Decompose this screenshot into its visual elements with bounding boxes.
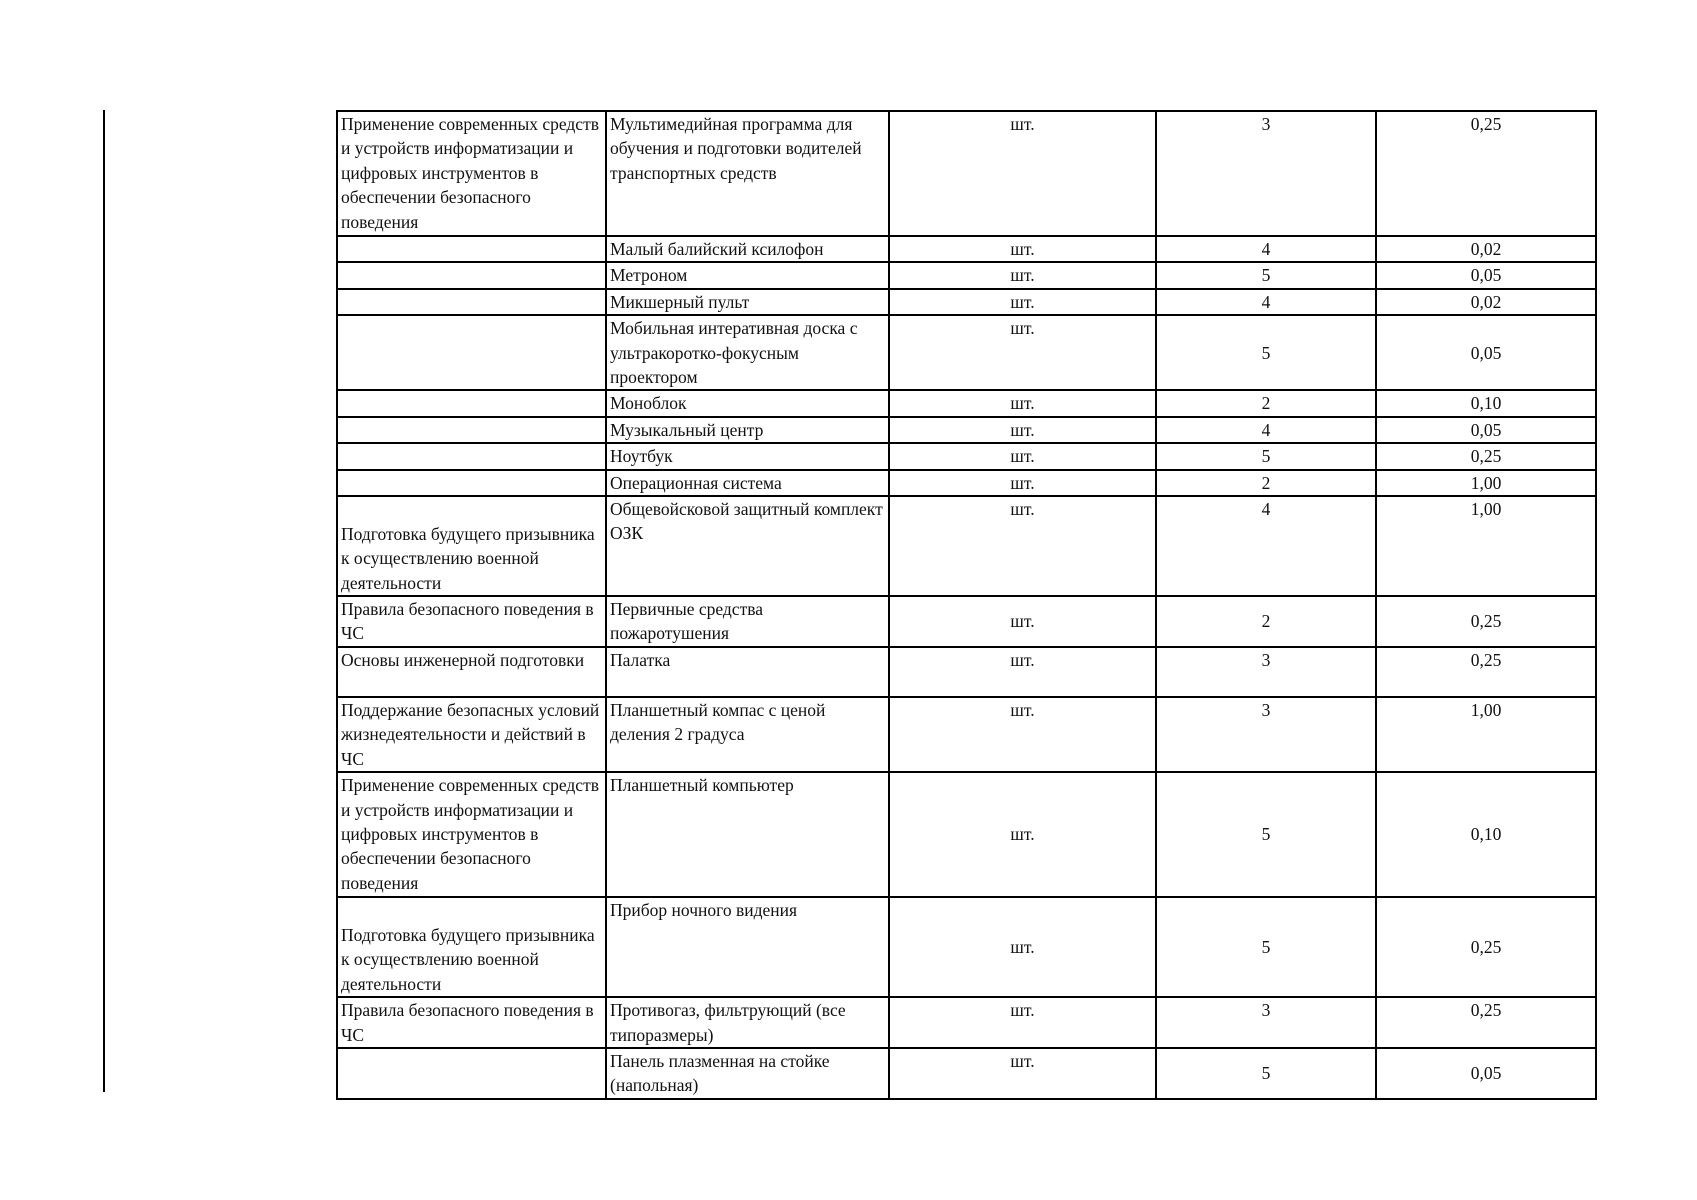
unit-cell: шт. [889, 897, 1156, 997]
item-cell: Малый балийский ксилофон [606, 236, 889, 262]
section-cell [337, 390, 606, 416]
item-cell: Панель плазменная на стойке (напольная) [606, 1048, 889, 1099]
unit-cell: шт. [889, 443, 1156, 469]
unit-cell: шт. [889, 772, 1156, 897]
table-row [337, 647, 1596, 697]
unit-cell: шт. [889, 496, 1156, 596]
coefficient-cell: 0,10 [1376, 390, 1596, 416]
unit-cell: шт. [889, 417, 1156, 443]
item-cell: Мультимедийная программа для обучения и подготовки водителей транспортных средств [606, 111, 889, 236]
quantity-cell: 5 [1156, 772, 1376, 897]
section-cell [337, 417, 606, 443]
item-cell: Общевойсковой защитный комплект ОЗК [606, 496, 889, 596]
coefficient-cell: 0,25 [1376, 596, 1596, 647]
coefficient-cell: 0,05 [1376, 262, 1596, 288]
table-row [337, 390, 1596, 416]
item-cell: Первичные средства пожаротушения [606, 596, 889, 647]
coefficient-cell: 1,00 [1376, 496, 1596, 596]
item-cell: Моноблок [606, 390, 889, 416]
unit-cell: шт. [889, 997, 1156, 1048]
coefficient-cell: 0,25 [1376, 647, 1596, 697]
table-row [337, 596, 1596, 647]
quantity-cell: 3 [1156, 647, 1376, 697]
quantity-cell: 4 [1156, 496, 1376, 596]
section-cell [337, 443, 606, 469]
item-cell: Ноутбук [606, 443, 889, 469]
unit-cell: шт. [889, 596, 1156, 647]
coefficient-cell: 0,25 [1376, 997, 1596, 1048]
table-row [337, 496, 1596, 596]
item-cell: Мобильная интеративная доска с ультракоротко-фокусным проектором [606, 315, 889, 390]
table-row [337, 1048, 1596, 1099]
quantity-cell: 4 [1156, 417, 1376, 443]
unit-cell: шт. [889, 470, 1156, 496]
section-cell [337, 236, 606, 262]
table-row [337, 417, 1596, 443]
coefficient-cell: 0,25 [1376, 443, 1596, 469]
section-cell: Правила безопасного поведения в ЧС [337, 596, 606, 647]
unit-cell: шт. [889, 262, 1156, 288]
table-row [337, 443, 1596, 469]
item-cell: Планшетный компьютер [606, 772, 889, 897]
table-row [337, 236, 1596, 262]
section-cell [337, 289, 606, 315]
section-cell: Поддержание безопасных условий жизнедеятельности и действий в ЧС [337, 697, 606, 772]
item-cell: Метроном [606, 262, 889, 288]
section-cell: Основы инженерной подготовки [337, 647, 606, 697]
quantity-cell: 2 [1156, 470, 1376, 496]
table-row [337, 111, 1596, 236]
coefficient-cell: 1,00 [1376, 697, 1596, 772]
quantity-cell: 5 [1156, 1048, 1376, 1099]
item-cell: Операционная система [606, 470, 889, 496]
table-row [337, 289, 1596, 315]
coefficient-cell: 0,05 [1376, 1048, 1596, 1099]
table-row [337, 315, 1596, 390]
quantity-cell: 3 [1156, 111, 1376, 236]
equipment-table [336, 110, 1597, 1100]
coefficient-cell: 0,25 [1376, 897, 1596, 997]
quantity-cell: 4 [1156, 236, 1376, 262]
left-margin-line [103, 110, 105, 1092]
unit-cell: шт. [889, 111, 1156, 236]
table-row [337, 470, 1596, 496]
item-cell: Прибор ночного видения [606, 897, 889, 997]
section-cell [337, 1048, 606, 1099]
coefficient-cell: 0,10 [1376, 772, 1596, 897]
quantity-cell: 3 [1156, 997, 1376, 1048]
item-cell: Микшерный пульт [606, 289, 889, 315]
section-cell: Применение современных средств и устройств информатизации и цифровых инструментов в обеспечении безопасного поведения [337, 772, 606, 897]
quantity-cell: 4 [1156, 289, 1376, 315]
item-cell: Противогаз, фильтрующий (все типоразмеры) [606, 997, 889, 1048]
section-cell [337, 470, 606, 496]
section-cell: Подготовка будущего призывника к осуществлению военной деятельности [337, 496, 606, 596]
item-cell: Палатка [606, 647, 889, 697]
table-row [337, 262, 1596, 288]
section-cell: Применение современных средств и устройств информатизации и цифровых инструментов в обеспечении безопасного поведения [337, 111, 606, 236]
quantity-cell: 5 [1156, 315, 1376, 390]
unit-cell: шт. [889, 697, 1156, 772]
quantity-cell: 2 [1156, 596, 1376, 647]
item-cell: Музыкальный центр [606, 417, 889, 443]
quantity-cell: 2 [1156, 390, 1376, 416]
unit-cell: шт. [889, 390, 1156, 416]
unit-cell: шт. [889, 236, 1156, 262]
table-row [337, 772, 1596, 897]
coefficient-cell: 0,05 [1376, 417, 1596, 443]
section-cell [337, 262, 606, 288]
coefficient-cell: 0,25 [1376, 111, 1596, 236]
unit-cell: шт. [889, 315, 1156, 390]
coefficient-cell: 1,00 [1376, 470, 1596, 496]
quantity-cell: 3 [1156, 697, 1376, 772]
quantity-cell: 5 [1156, 262, 1376, 288]
coefficient-cell: 0,02 [1376, 289, 1596, 315]
coefficient-cell: 0,02 [1376, 236, 1596, 262]
section-cell: Правила безопасного поведения в ЧС [337, 997, 606, 1048]
table-row [337, 997, 1596, 1048]
table-row [337, 897, 1596, 997]
section-cell: Подготовка будущего призывника к осуществлению военной деятельности [337, 897, 606, 997]
unit-cell: шт. [889, 289, 1156, 315]
item-cell: Планшетный компас с ценой деления 2 градуса [606, 697, 889, 772]
section-cell [337, 315, 606, 390]
quantity-cell: 5 [1156, 443, 1376, 469]
coefficient-cell: 0,05 [1376, 315, 1596, 390]
quantity-cell: 5 [1156, 897, 1376, 997]
unit-cell: шт. [889, 647, 1156, 697]
table-row [337, 697, 1596, 772]
unit-cell: шт. [889, 1048, 1156, 1099]
